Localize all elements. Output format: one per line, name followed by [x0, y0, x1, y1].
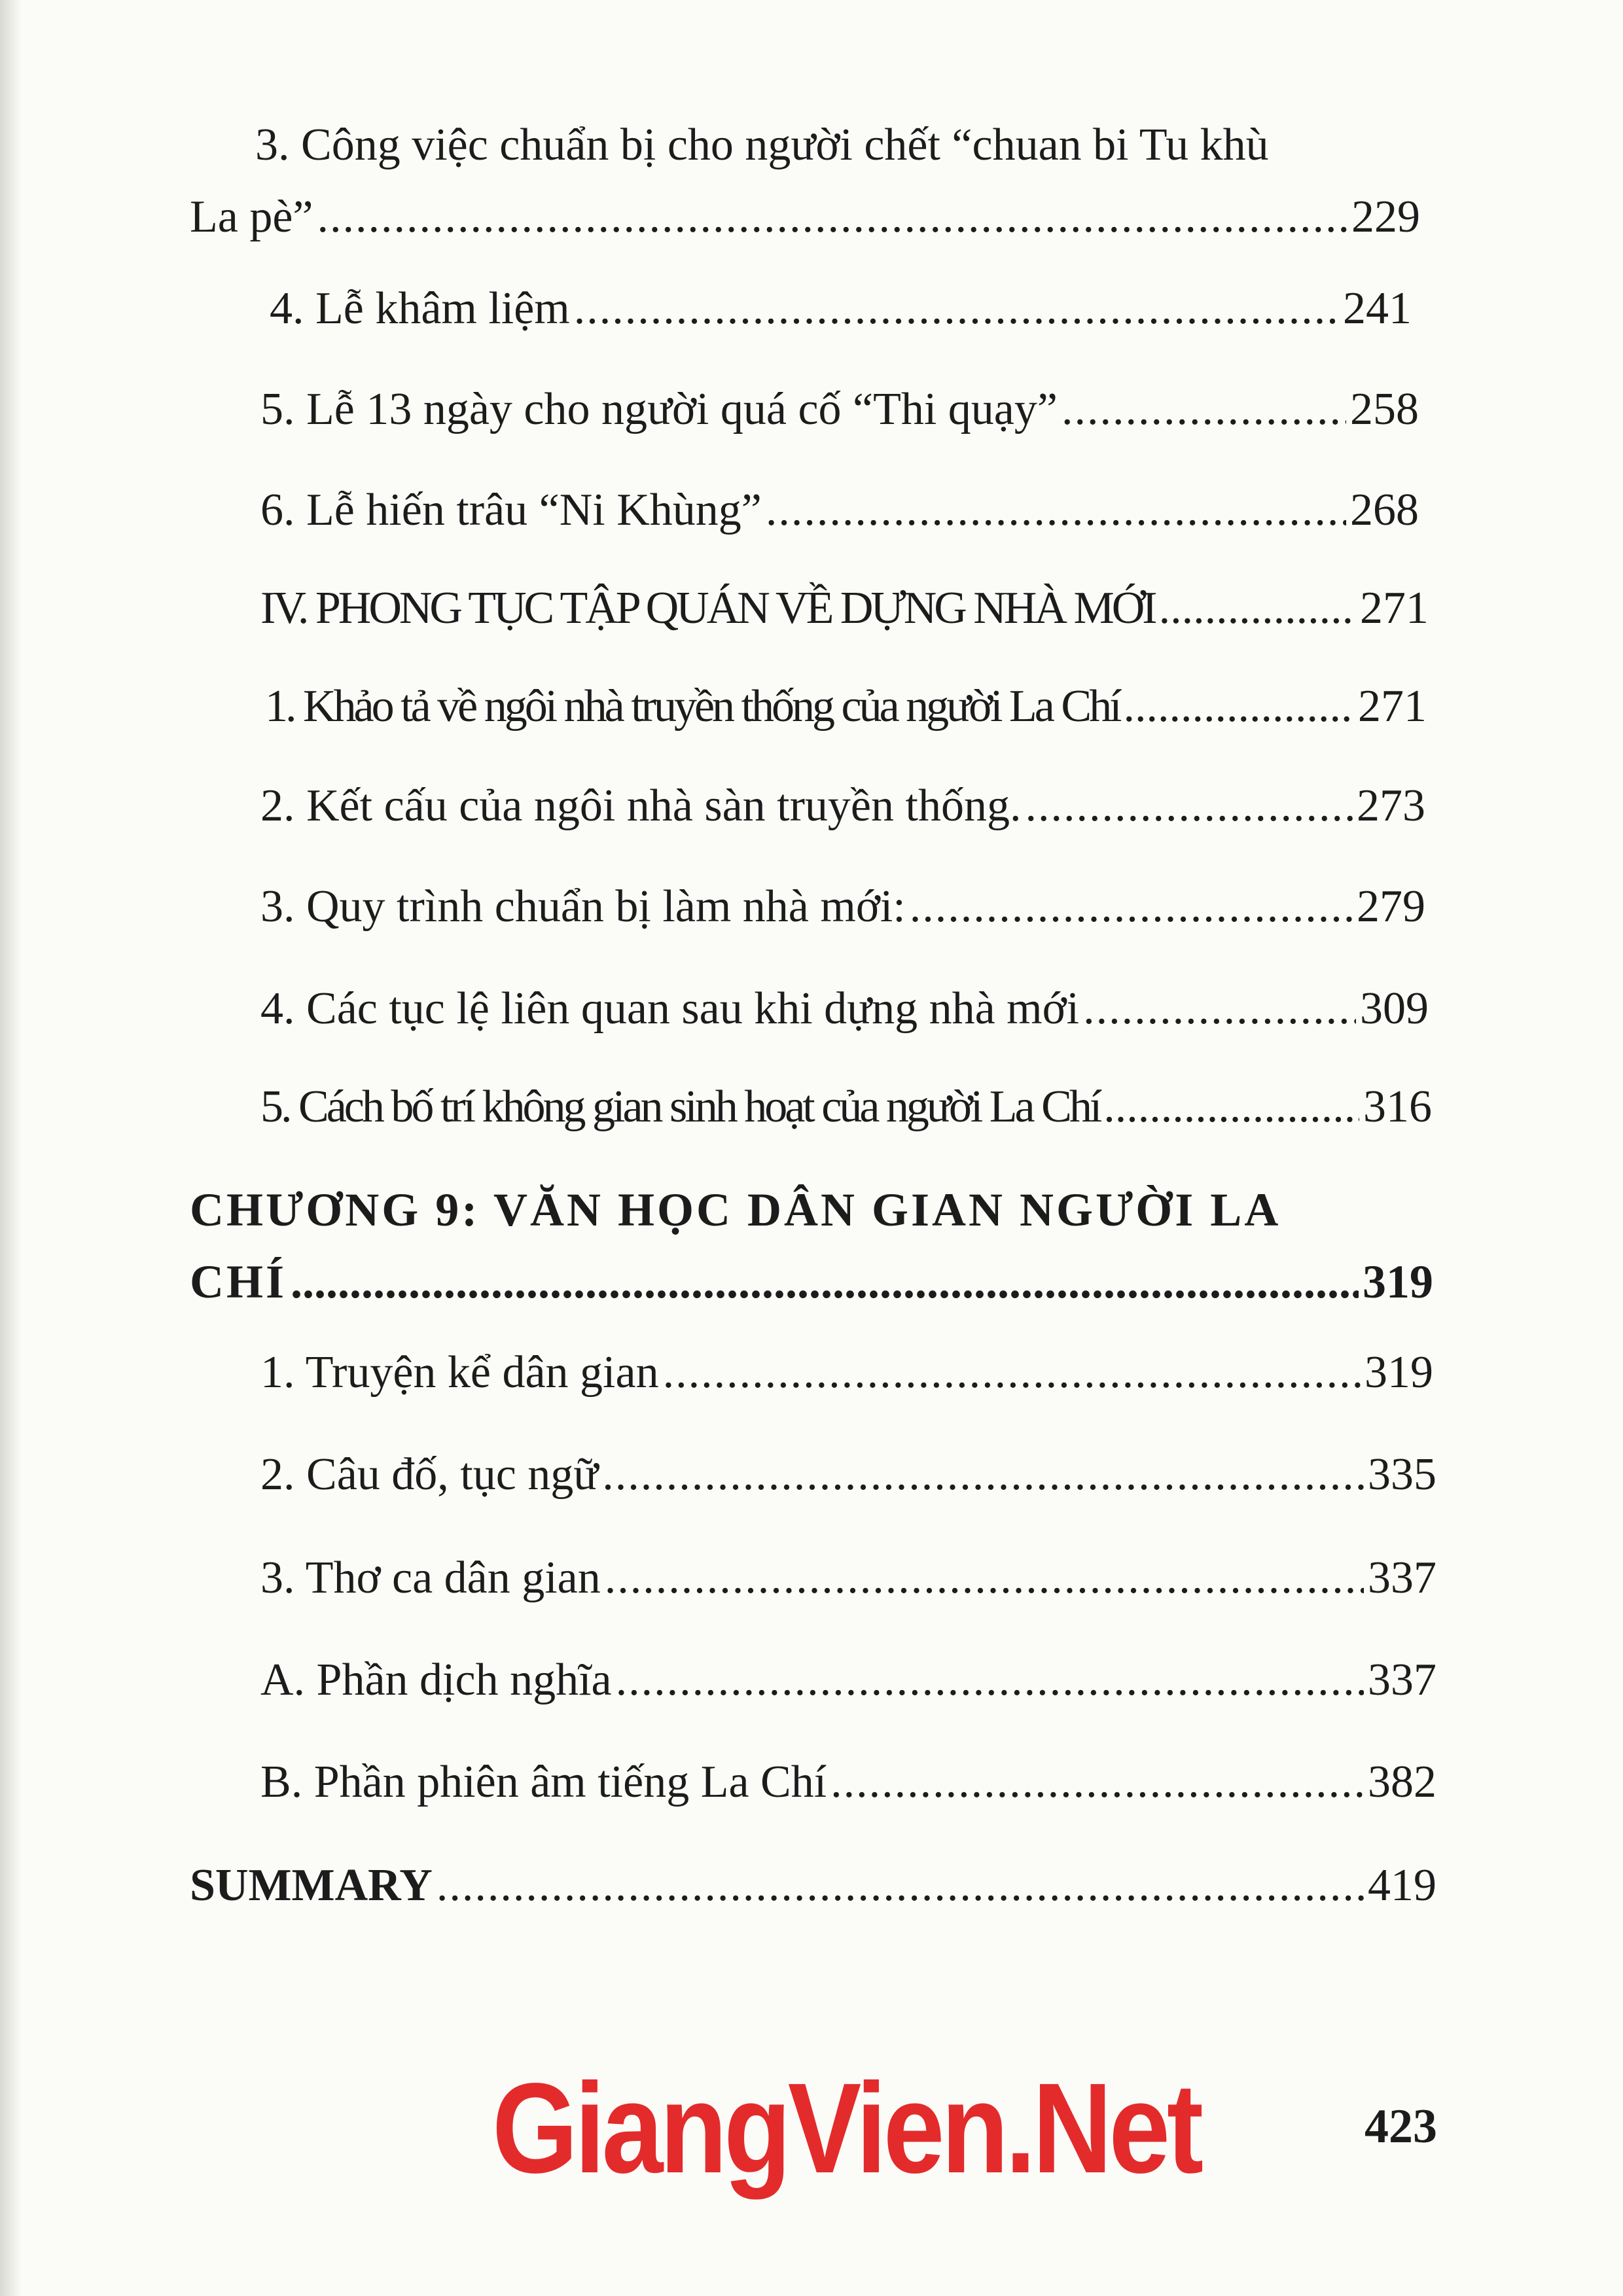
toc-chapter-9: [190, 1255, 1433, 1309]
toc-item-title: 5. Lễ 13 ngày cho người quá cố “Thi quạy”: [260, 384, 1058, 434]
leader-dots: [317, 191, 1347, 243]
toc-chapter-9-line2: CHÍ: [190, 1256, 287, 1308]
page-ref: 316: [1363, 1082, 1432, 1132]
toc-item-title: 2. Câu đố, tục ngữ: [260, 1449, 599, 1500]
toc-item-6: [260, 484, 1419, 537]
toc-item-title: A. Phần dịch nghĩa: [260, 1655, 612, 1705]
toc-item-title: 4. Các tục lệ liên quan sau khi dựng nhà mới: [260, 983, 1080, 1034]
leader-dots: [766, 484, 1346, 537]
leader-dots: [602, 1449, 1364, 1501]
leader-dots: [605, 1552, 1364, 1604]
page-ref: 279: [1357, 881, 1425, 932]
page-ref: 319: [1363, 1256, 1433, 1308]
leader-dots: [291, 1255, 1359, 1309]
page-ref: 337: [1368, 1655, 1436, 1705]
leader-dots: [1025, 780, 1353, 832]
toc-iv-3: [260, 881, 1425, 933]
leader-dots: [1103, 1081, 1359, 1133]
leader-dots: [616, 1654, 1364, 1706]
toc-iv-1: [265, 680, 1427, 733]
leader-dots: [1083, 983, 1356, 1035]
toc-item-title: 3. Thơ ca dân gian: [260, 1553, 601, 1603]
page-ref: 382: [1368, 1757, 1436, 1807]
toc-item-title: 3. Quy trình chuẩn bị làm nhà mới:: [260, 881, 906, 932]
toc-item-title: 5. Cách bố trí không gian sinh hoạt của người La Chí: [260, 1082, 1100, 1132]
page-ref: 229: [1351, 192, 1420, 242]
toc-c9-b: [260, 1756, 1436, 1809]
toc-item-title: 4. Lễ khâm liệm: [270, 283, 570, 334]
toc-item-title: 1. Khảo tả về ngôi nhà truyền thống của người La Chí: [265, 681, 1120, 732]
toc-c9-a: [260, 1654, 1436, 1706]
page-binding-shadow: [0, 0, 22, 2296]
toc-item-5: [260, 383, 1419, 436]
toc-summary-title: SUMMARY: [190, 1860, 433, 1911]
toc-summary: [190, 1860, 1436, 1912]
toc-item-3-line2: La pè”: [190, 192, 313, 242]
page-ref: 268: [1350, 485, 1419, 535]
toc-iv-4: [260, 983, 1429, 1035]
toc-iv-5: [260, 1081, 1432, 1133]
toc-chapter-9-line1: CHƯƠNG 9: VĂN HỌC DÂN GIAN NGƯỜI LA: [190, 1184, 1281, 1236]
toc-item-4: [270, 283, 1412, 335]
toc-c9-3: [260, 1552, 1436, 1604]
page-ref: 241: [1343, 283, 1412, 334]
leader-dots: [437, 1860, 1364, 1912]
page-ref: 271: [1360, 583, 1429, 633]
toc-section-title: IV. PHONG TỤC TẬP QUÁN VỀ DỰNG NHÀ MỚI: [260, 583, 1155, 633]
page-number: 423: [1364, 2100, 1437, 2153]
toc-c9-1: [260, 1347, 1433, 1399]
page-ref: 309: [1360, 983, 1429, 1034]
toc-section-iv: [260, 582, 1429, 635]
page-ref: 337: [1368, 1553, 1436, 1603]
leader-dots: [1061, 383, 1346, 436]
toc-item-title: 1. Truyện kể dân gian: [260, 1347, 659, 1398]
toc-c9-2: [260, 1449, 1436, 1501]
page-ref: 258: [1350, 384, 1419, 434]
toc-iv-2: [260, 780, 1425, 832]
toc-item-3-line1: 3. Công việc chuẩn bị cho người chết “chuan bi Tu khù: [255, 120, 1269, 170]
page-ref: 271: [1358, 681, 1427, 732]
leader-dots: [1159, 582, 1356, 635]
leader-dots: [1124, 680, 1354, 733]
leader-dots: [574, 283, 1339, 335]
page-ref: 319: [1364, 1347, 1433, 1398]
toc-item-title: B. Phần phiên âm tiếng La Chí: [260, 1757, 827, 1807]
page-ref: 335: [1368, 1449, 1436, 1500]
toc-item-title: 6. Lễ hiến trâu “Ni Khùng”: [260, 485, 762, 535]
page-ref: 273: [1357, 781, 1425, 831]
leader-dots: [663, 1347, 1361, 1399]
watermark-logo: GiangVien.Net: [492, 2057, 1200, 2200]
leader-dots: [830, 1756, 1364, 1809]
toc-item-title: 2. Kết cấu của ngôi nhà sàn truyền thống.: [260, 781, 1022, 831]
toc-item-3: [190, 191, 1420, 243]
leader-dots: [910, 881, 1353, 933]
page-ref: 419: [1368, 1860, 1436, 1911]
